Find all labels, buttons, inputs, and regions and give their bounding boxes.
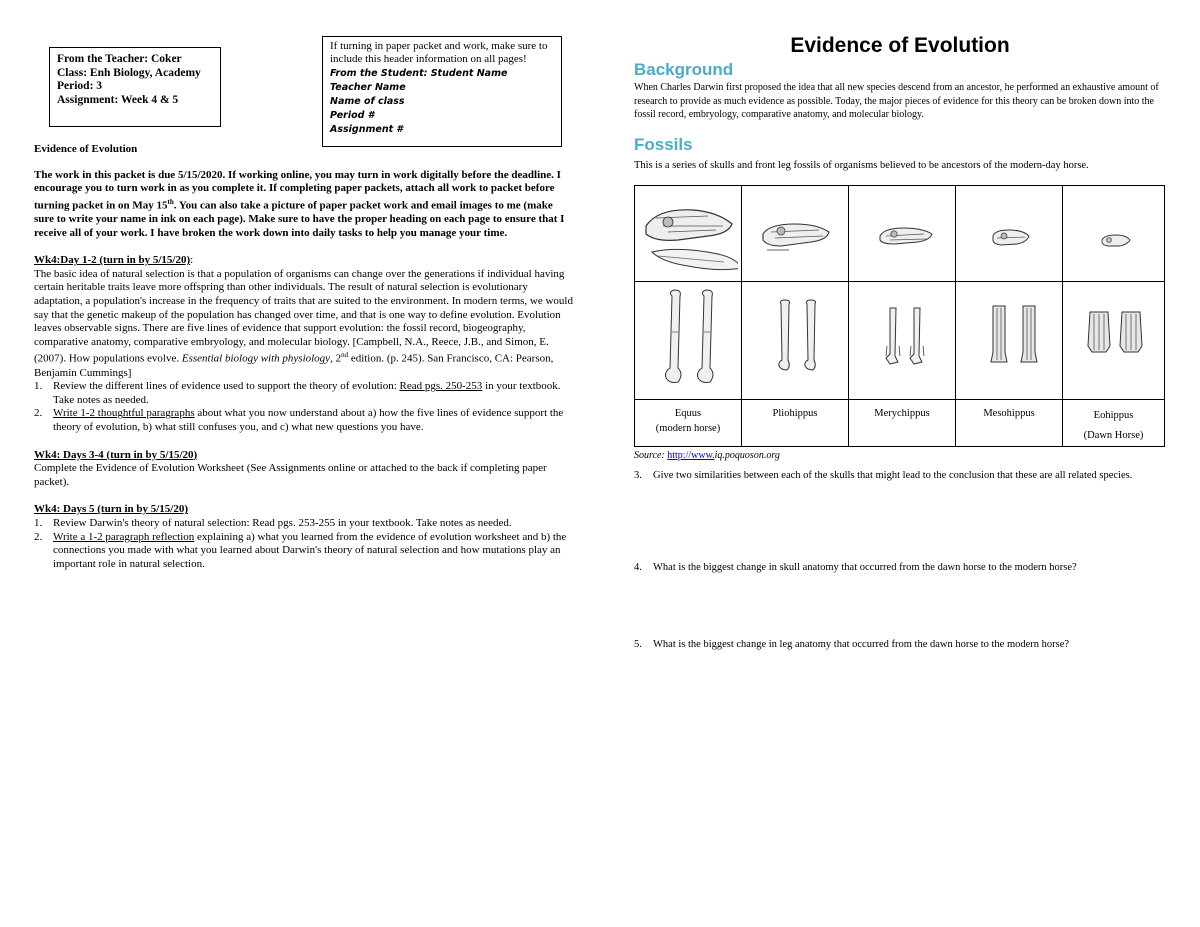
fossils-text: This is a series of skulls and front leg fossils of organisms believed to be ancestors of the modern-day horse. <box>634 160 1089 171</box>
period-line: Period: 3 <box>57 80 103 92</box>
horse-name: Mesohippus <box>983 408 1035 419</box>
pliohippus-skull-image <box>745 186 845 278</box>
question-3 <box>634 470 1164 481</box>
item-text-end: about what you now understand about a) how the five lines of evidence support the theory of evolution, b) what still confuses you, and c) what new questions you have. <box>53 407 564 433</box>
list-item <box>34 380 574 407</box>
wk1-text-b: , 2 <box>330 353 342 366</box>
question-number: 3. <box>634 470 642 481</box>
item-underlined: Read pgs. 250-253 <box>399 380 483 393</box>
background-heading: Background <box>634 60 734 79</box>
student-name-line: From the Student: Student Name <box>330 68 508 79</box>
name-row <box>635 400 1165 447</box>
wk3-title: Wk4: Days 5 (turn in by 5/15/20) <box>34 503 189 516</box>
item-number: 2. <box>34 407 43 420</box>
wk1-paragraph <box>34 268 574 380</box>
item-text: Review Darwin's theory of natural selection: Read pgs. 253-255 in your textbook. Take notes as needed. <box>53 516 512 529</box>
leg-cell <box>742 282 849 400</box>
list-item <box>34 407 574 434</box>
horse-name: Pliohippus <box>772 408 818 419</box>
item-underlined: Write 1-2 thoughtful paragraphs <box>53 407 195 420</box>
skull-row <box>635 186 1165 282</box>
leg-cell <box>1063 282 1165 400</box>
wk1-title: Wk4:Day 1-2 (turn in by 5/15/20) <box>34 254 191 267</box>
question-4 <box>634 562 1164 573</box>
question-5 <box>634 639 1164 650</box>
leg-cell <box>635 282 742 400</box>
item-text-end: in your textbook. Take notes as needed. <box>53 380 561 406</box>
wk1-section <box>34 254 574 434</box>
wk1-text-c: edition. (p. 245). San Francisco, CA: Pearson, Benjamin Cummings] <box>34 353 554 379</box>
item-text: Review the different lines of evidence used to support the theory of evolution: <box>53 380 400 393</box>
student-header-box <box>322 36 562 147</box>
leg-cell <box>849 282 956 400</box>
period-number-line: Period # <box>330 110 375 121</box>
leg-row <box>635 282 1165 400</box>
item-number: 1. <box>34 380 43 393</box>
item-underlined: Write a 1-2 paragraph reflection <box>53 530 195 543</box>
due-text-a: The work in this packet is due 5/15/2020. If working online, you may turn in work digitally before the deadline. I encourage you to turn work in as you complete it. If completing paper packets, attach all work to packet before turning packet in on May 15 <box>34 168 561 212</box>
header-instruction: If turning in paper packet and work, make sure to include this header information on all pages! <box>330 40 548 65</box>
horse-name: Equus <box>674 408 702 419</box>
item-number: 2. <box>34 530 43 543</box>
list-item <box>34 517 574 531</box>
equus-skull-image <box>638 186 738 278</box>
item-number: 1. <box>34 516 43 529</box>
leg-cell <box>956 282 1063 400</box>
item-text-end: explaining a) what you learned from the evidence of evolution worksheet and b) the connections you made with what you learned about Darwin's theory of natural selection and how mutations play an important role in natural selection. <box>53 530 567 570</box>
horse-name: Merychippus <box>874 408 930 419</box>
list-item <box>34 531 574 572</box>
wk2-section <box>34 449 574 490</box>
fossils-heading: Fossils <box>634 135 693 154</box>
name-cell <box>1063 400 1165 447</box>
assignment-line: Assignment: Week 4 & 5 <box>57 93 179 106</box>
question-text: Give two similarities between each of the skulls that might lead to the conclusion that these are all related species. <box>653 470 1133 481</box>
question-text: What is the biggest change in skull anatomy that occurred from the dawn horse to the modern horse? <box>653 562 1077 573</box>
mesohippus-leg-image <box>959 282 1059 396</box>
due-paragraph <box>34 169 574 241</box>
skull-cell <box>635 186 742 282</box>
teacher-info-box <box>49 47 221 127</box>
question-number: 4. <box>634 562 642 573</box>
source-line <box>634 450 780 461</box>
pliohippus-leg-image <box>745 282 845 396</box>
assignment-number-line: Assignment # <box>330 124 404 135</box>
horse-note: (modern horse) <box>655 423 721 434</box>
horse-name: Eohippus <box>1093 410 1134 421</box>
teacher-line: From the Teacher: Coker <box>57 53 182 65</box>
eohippus-leg-image <box>1064 282 1164 396</box>
due-text-b: . You can also take a picture of paper packet work and email images to me (make sure to write your name in ink on each page). Make sure to have the proper heading on each page to ensure that I receive all of your work. I have broken the work down into daily tasks to help you manage your time. <box>34 199 565 239</box>
left-heading: Evidence of Evolution <box>34 143 138 155</box>
worksheet-title: Evidence of Evolution <box>790 34 1010 57</box>
horse-note: (Dawn Horse) <box>1083 430 1144 441</box>
background-text: When Charles Darwin first proposed the idea that all new species descend from an ancestor, he performed an exhaustive amount of research to provide as much evidence as possible. Today, the major pieces of evidence for this theory can be broken down into the fossil record, embryology, comparative anatomy, and molecular biology. <box>634 82 1159 120</box>
wk1-text-a: The basic idea of natural selection is that a population of organisms can change over the generations if individual having certain heritable traits leave more offspring than other individuals. The result of natural selection is evolutionary adaptation, a population's increase in the frequency of traits that are suited to the environment. In modern terms, we would say that the genetic makeup of the population has changed over time, and that is one way to define evolution. Evolution leaves observable signs. There are five lines of evidence that support evolution: the fossil record, biogeography, comparative anatomy, comparative embryology, and molecular biology. [Campbell, N.A., Reece, J.B., and Simon, E. (2007). How populations evolve. <box>34 267 573 366</box>
merychippus-skull-image <box>852 186 952 278</box>
class-name-line: Name of class <box>330 96 405 107</box>
wk1-book-title: Essential biology with physiology <box>181 353 331 366</box>
fossils-section <box>634 135 1164 173</box>
name-cell <box>742 400 849 447</box>
eohippus-skull-image <box>1064 186 1164 278</box>
mesohippus-skull-image <box>959 186 1059 278</box>
wk3-section <box>34 503 574 571</box>
wk1-sup: nd <box>341 351 349 360</box>
fossil-table <box>634 185 1165 447</box>
question-number: 5. <box>634 639 642 650</box>
question-text: What is the biggest change in leg anatomy that occurred from the dawn horse to the modern horse? <box>653 639 1070 650</box>
skull-cell <box>1063 186 1165 282</box>
skull-cell <box>849 186 956 282</box>
source-domain: iq.poquoson.org <box>714 450 780 461</box>
class-line: Class: Enh Biology, Academy <box>57 66 201 79</box>
background-section <box>634 60 1164 122</box>
wk2-text: Complete the Evidence of Evolution Worksheet (See Assignments online or attached to the back if completing paper packet). <box>34 462 547 488</box>
source-label: Source: <box>634 450 665 461</box>
merychippus-leg-image <box>852 282 952 396</box>
due-sup: th <box>167 197 174 206</box>
name-cell <box>849 400 956 447</box>
name-cell <box>635 400 742 447</box>
skull-cell <box>956 186 1063 282</box>
source-link[interactable]: http://www. <box>667 450 715 461</box>
teacher-name-line: Teacher Name <box>330 82 406 93</box>
name-cell <box>956 400 1063 447</box>
wk1-colon: : <box>190 254 194 267</box>
wk1-list <box>34 380 574 434</box>
skull-cell <box>742 186 849 282</box>
wk2-title: Wk4: Days 3-4 (turn in by 5/15/20) <box>34 448 198 461</box>
left-column <box>34 143 574 571</box>
wk3-list <box>34 517 574 571</box>
equus-leg-image <box>638 282 738 396</box>
